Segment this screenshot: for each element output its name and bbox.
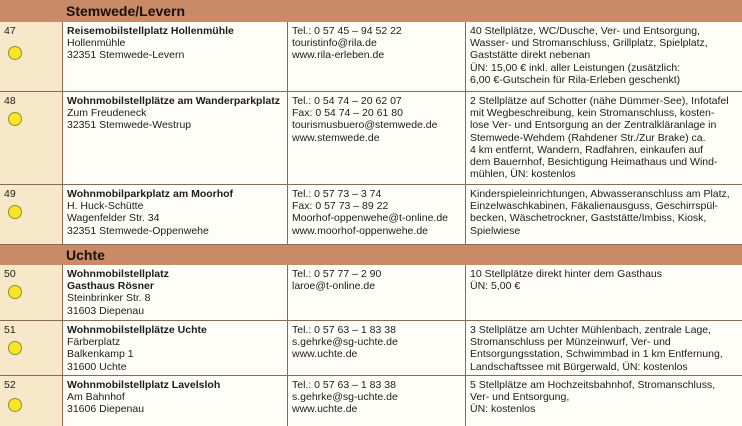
website-link[interactable]: www.uchte.de xyxy=(292,348,358,361)
place-name: Wohnmobilstellplätze am Wanderparkplatz xyxy=(67,95,280,107)
entry-number: 50 xyxy=(4,268,16,280)
info-line: Wasser- und Stromanschluss, Grillplatz, Spielplatz, xyxy=(470,37,708,50)
info-line: Gaststätte direkt nebenan xyxy=(470,49,591,62)
info-line: 10 Stellplätze direkt hinter dem Gasthaus xyxy=(470,268,663,280)
place-name: Wohnmobilstellplätze Uchte xyxy=(67,324,207,336)
info-cell xyxy=(466,92,742,184)
phone: Tel.: 0 54 74 – 20 62 07 xyxy=(292,95,402,107)
contact-cell xyxy=(288,376,466,426)
info-line: Stemwede-Wehdem (Rahdener Str./Zur Brake) ca. xyxy=(470,131,706,144)
address-line: 32351 Stemwede-Westrup xyxy=(67,119,192,132)
email-link[interactable]: touristinfo@rila.de xyxy=(292,37,377,50)
website-link[interactable]: www.rila-erleben.de xyxy=(292,49,385,62)
name-address-cell xyxy=(63,185,288,244)
address-line: Zum Freudeneck xyxy=(67,107,147,120)
info-line: Kinderspieleinrichtungen, Abwasseranschluss am Platz, xyxy=(470,188,730,200)
phone: Tel.: 0 57 63 – 1 83 38 xyxy=(292,379,396,391)
table-row xyxy=(0,22,742,92)
email-link[interactable]: s.gehrke@sg-uchte.de xyxy=(292,391,398,404)
table-row xyxy=(0,376,742,426)
info-line: Entsorgungsstation, Schwimmbad in 1 km Entfernung, xyxy=(470,348,723,361)
info-cell xyxy=(466,321,742,375)
address-line: 32351 Stemwede-Oppenwehe xyxy=(67,224,209,237)
email-link[interactable]: Moorhof-oppenwehe@t-online.de xyxy=(292,212,449,225)
entry-number: 48 xyxy=(4,95,16,107)
info-line: Spielwiese xyxy=(470,224,521,237)
address-line: H. Huck-Schütte xyxy=(67,200,144,213)
info-line: ÜN: 5,00 € xyxy=(470,280,521,293)
info-line: 5 Stellplätze am Hochzeitsbahnhof, Stromanschluss, xyxy=(470,379,716,391)
place-name: Gasthaus Rösner xyxy=(67,280,154,293)
table-row xyxy=(0,185,742,245)
website-link[interactable]: www.uchte.de xyxy=(292,403,358,416)
name-address-cell xyxy=(63,265,288,320)
info-line: lose Ver- und Entsorgung an der Zentralkläranlage in xyxy=(470,119,717,132)
contact-cell xyxy=(288,321,466,375)
contact-cell xyxy=(288,265,466,320)
address-line: 31606 Diepenau xyxy=(67,403,145,416)
email-link[interactable]: s.gehrke@sg-uchte.de xyxy=(292,336,398,349)
entry-number: 47 xyxy=(4,25,16,37)
info-line: becken, Wäschetrockner, Gaststätte/Imbiss, Kiosk, xyxy=(470,212,707,225)
address-line: Balkenkamp 1 xyxy=(67,348,134,361)
number-cell xyxy=(0,265,63,320)
yellow-circle-marker-icon xyxy=(8,46,22,60)
address-line: Am Bahnhof xyxy=(67,391,125,404)
yellow-circle-marker-icon xyxy=(8,398,22,412)
info-line: mühlen, ÜN: kostenlos xyxy=(470,168,576,181)
yellow-circle-marker-icon xyxy=(8,112,22,126)
info-line: 4 km entfernt, Wandern, Radfahren, einkaufen auf xyxy=(470,143,704,156)
name-address-cell xyxy=(63,92,288,184)
table-row xyxy=(0,321,742,376)
fax: Fax: 0 57 73 – 89 22 xyxy=(292,200,389,213)
name-address-cell xyxy=(63,22,288,91)
number-cell xyxy=(0,321,63,375)
name-address-cell xyxy=(63,321,288,375)
email-link[interactable]: laroe@t-online.de xyxy=(292,280,376,293)
section-title: Stemwede/Levern xyxy=(66,3,186,19)
name-address-cell xyxy=(63,376,288,426)
website-link[interactable]: www.moorhof-oppenwehe.de xyxy=(292,224,428,237)
info-line: 6,00 €-Gutschein für Rila-Erleben geschenkt) xyxy=(470,73,681,86)
info-line: Stromanschluss per Münzeinwurf, Ver- und xyxy=(470,336,671,349)
info-line: mit Wegbeschreibung, kein Stromanschluss, kosten- xyxy=(470,107,715,120)
table-row xyxy=(0,92,742,185)
place-name: Wohnmobilstellplatz Lavelsloh xyxy=(67,379,221,391)
yellow-circle-marker-icon xyxy=(8,285,22,299)
contact-cell xyxy=(288,22,466,91)
phone: Tel.: 0 57 73 – 3 74 xyxy=(292,188,382,200)
info-line: dem Bauernhof, Besichtigung Heimathaus und Wind- xyxy=(470,156,718,169)
entry-number: 51 xyxy=(4,324,16,336)
info-cell xyxy=(466,265,742,320)
address-line: Steinbrinker Str. 8 xyxy=(67,292,151,305)
number-cell xyxy=(0,376,63,426)
website-link[interactable]: www.stemwede.de xyxy=(292,131,380,144)
section-header-uchte xyxy=(0,245,742,265)
info-cell xyxy=(466,185,742,244)
phone: Tel.: 0 57 63 – 1 83 38 xyxy=(292,324,396,336)
table-row xyxy=(0,265,742,321)
yellow-circle-marker-icon xyxy=(8,205,22,219)
address-line: Hollenmühle xyxy=(67,37,126,50)
number-cell xyxy=(0,22,63,91)
phone: Tel.: 0 57 45 – 94 52 22 xyxy=(292,25,402,37)
entry-number: 49 xyxy=(4,188,16,200)
address-line: 31600 Uchte xyxy=(67,360,127,373)
address-line: Färberplatz xyxy=(67,336,121,349)
contact-cell xyxy=(288,92,466,184)
number-cell xyxy=(0,185,63,244)
contact-cell xyxy=(288,185,466,244)
fax: Fax: 0 54 74 – 20 61 80 xyxy=(292,107,403,120)
email-link[interactable]: tourismusbuero@stemwede.de xyxy=(292,119,438,132)
info-line: ÜN: kostenlos xyxy=(470,403,536,416)
phone: Tel.: 0 57 77 – 2 90 xyxy=(292,268,382,280)
info-line: Einzelwaschkabinen, Fäkalienausguss, Geschirrspül- xyxy=(470,200,719,213)
place-name: Wohnmobilstellplatz xyxy=(67,268,169,280)
place-name: Reisemobilstellplatz Hollenmühle xyxy=(67,25,234,37)
address-line: 32351 Stemwede-Levern xyxy=(67,49,185,62)
info-line: ÜN: 15,00 € inkl. aller Leistungen (zusätzlich: xyxy=(470,61,681,74)
info-line: 2 Stellplätze auf Schotter (nähe Dümmer-See), Infotafel xyxy=(470,95,729,107)
address-line: 31603 Diepenau xyxy=(67,304,145,317)
section-header-stemwede xyxy=(0,0,742,22)
yellow-circle-marker-icon xyxy=(8,341,22,355)
info-line: 40 Stellplätze, WC/Dusche, Ver- und Entsorgung, xyxy=(470,25,700,37)
info-line: Landschaftssee mit Bürgerwald, ÜN: kostenlos xyxy=(470,360,688,373)
info-cell xyxy=(466,22,742,91)
number-cell xyxy=(0,92,63,184)
info-cell xyxy=(466,376,742,426)
section-title: Uchte xyxy=(66,247,105,263)
info-line: Ver- und Entsorgung, xyxy=(470,391,570,404)
place-name: Wohnmobilparkplatz am Moorhof xyxy=(67,188,234,200)
address-line: Wagenfelder Str. 34 xyxy=(67,212,160,225)
info-line: 3 Stellplätze am Uchter Mühlenbach, zentrale Lage, xyxy=(470,324,712,336)
entry-number: 52 xyxy=(4,379,16,391)
